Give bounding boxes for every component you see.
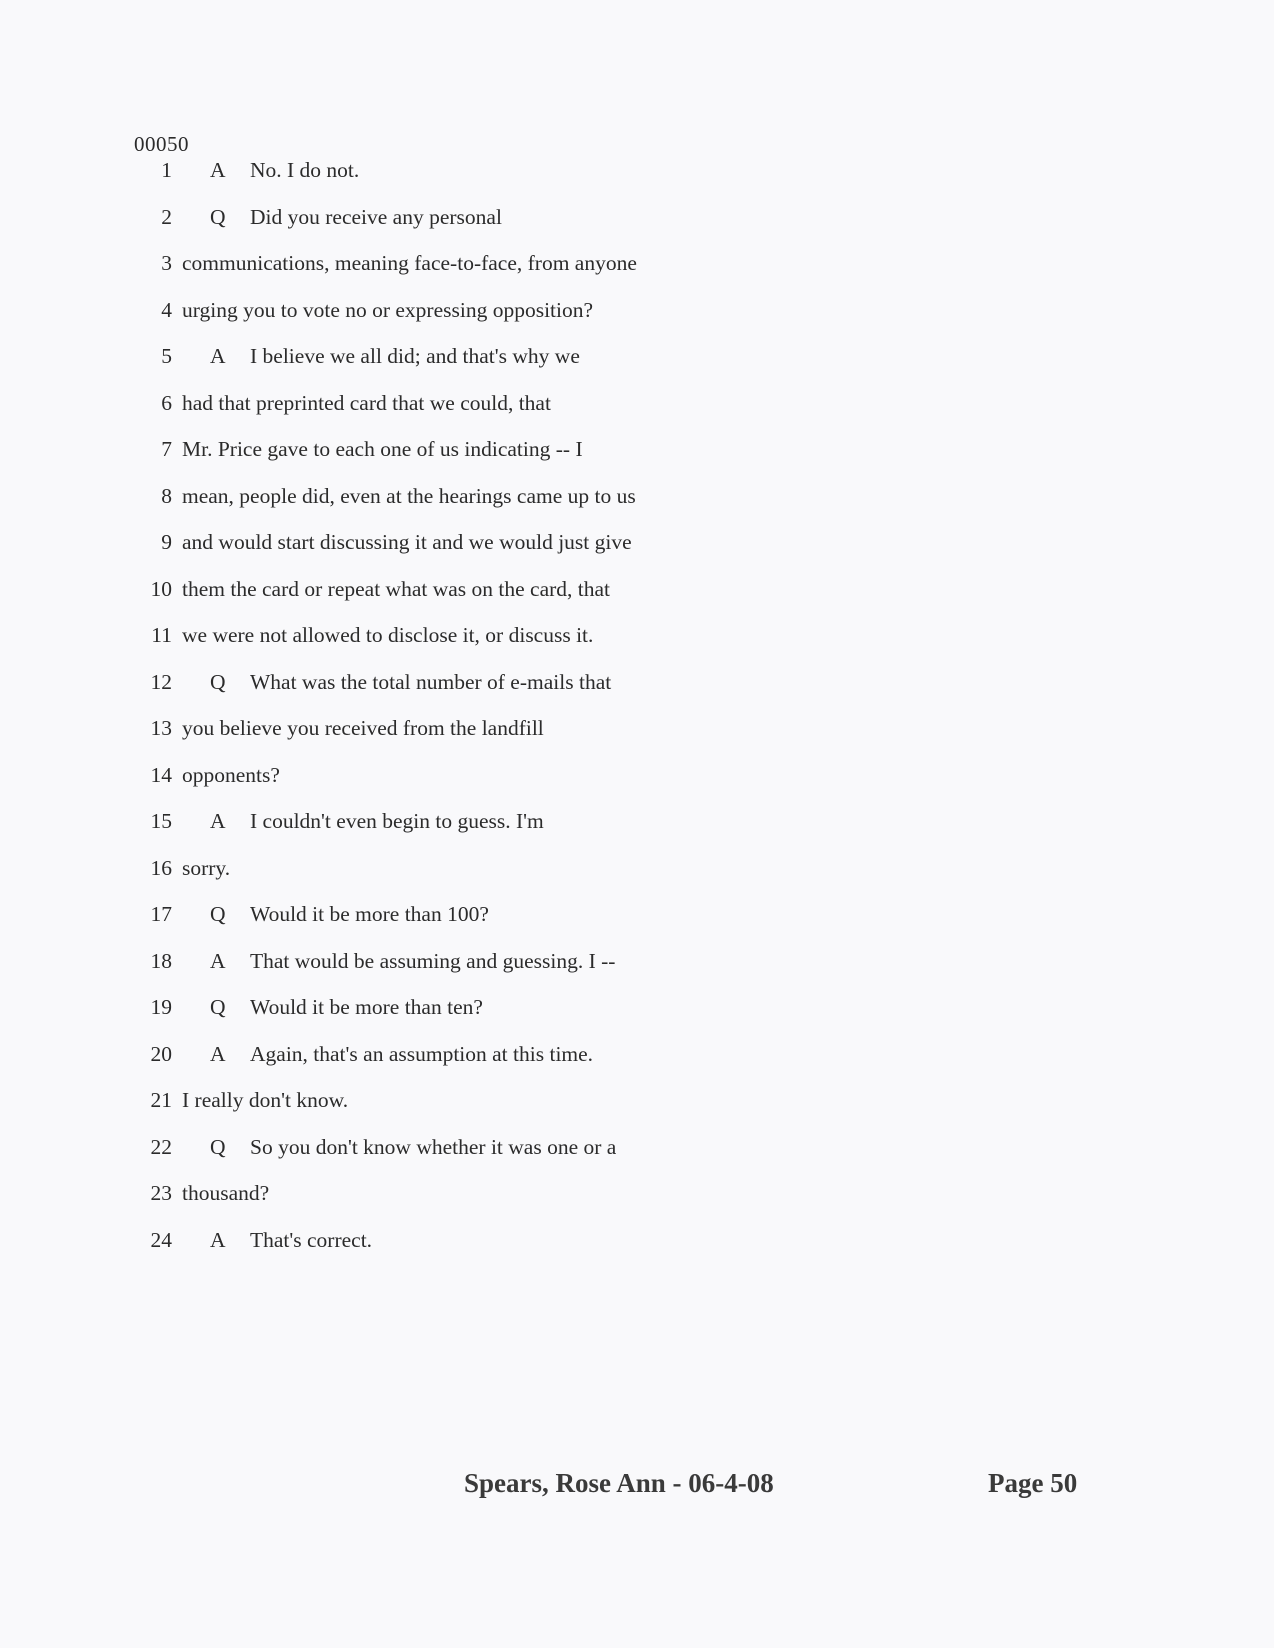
transcript-line <box>0 205 1274 252</box>
transcript-line <box>0 716 1274 763</box>
line-number: 2 <box>161 204 172 229</box>
speaker-label: A <box>210 344 226 368</box>
line-number: 23 <box>150 1181 172 1205</box>
transcript-line <box>0 670 1274 717</box>
line-number: 3 <box>161 251 172 275</box>
line-number: 11 <box>151 623 172 647</box>
transcript-line <box>0 763 1274 810</box>
transcript-line <box>0 623 1274 670</box>
transcript-line <box>0 530 1274 577</box>
transcript-line <box>0 577 1274 624</box>
line-text: Again, that's an assumption at this time. <box>250 1041 594 1066</box>
line-number: 19 <box>150 995 172 1019</box>
transcript-line <box>0 1042 1274 1089</box>
line-number: 13 <box>150 716 172 740</box>
speaker-label: Q <box>210 902 226 926</box>
transcript-line <box>0 949 1274 996</box>
line-text: and would start discussing it and we would just give <box>182 530 632 554</box>
line-number: 9 <box>161 530 172 554</box>
transcript-line <box>0 856 1274 903</box>
line-text: had that preprinted card that we could, that <box>182 390 551 415</box>
transcript-line <box>0 1088 1274 1135</box>
transcript-line <box>0 809 1274 856</box>
speaker-label: A <box>210 158 226 182</box>
line-text: No. I do not. <box>250 158 360 182</box>
line-text: urging you to vote no or expressing opposition? <box>182 297 594 322</box>
speaker-label: Q <box>210 995 226 1019</box>
line-number: 18 <box>150 948 172 973</box>
line-text: What was the total number of e-mails that <box>250 669 612 694</box>
line-text: That would be assuming and guessing. I -- <box>250 948 616 973</box>
line-text: Did you receive any personal <box>250 204 502 229</box>
line-text: That's correct. <box>250 1227 373 1252</box>
line-text: Mr. Price gave to each one of us indicating -- I <box>182 437 583 461</box>
transcript-line <box>0 1181 1274 1228</box>
line-number: 6 <box>161 390 172 415</box>
line-text: Would it be more than ten? <box>250 995 483 1019</box>
line-text: you believe you received from the landfill <box>182 716 544 740</box>
line-text: thousand? <box>182 1181 270 1205</box>
line-text: we were not allowed to disclose it, or discuss it. <box>182 623 594 647</box>
line-number: 4 <box>161 297 172 322</box>
transcript-line <box>0 391 1274 438</box>
line-number: 5 <box>161 344 172 368</box>
transcript-line <box>0 1135 1274 1182</box>
transcript-line <box>0 437 1274 484</box>
transcript-body <box>0 158 1274 1274</box>
line-text: opponents? <box>182 762 280 787</box>
speaker-label: A <box>210 809 226 833</box>
line-number: 16 <box>150 855 172 880</box>
transcript-line <box>0 1228 1274 1275</box>
line-text: I believe we all did; and that's why we <box>250 344 580 368</box>
line-text: them the card or repeat what was on the card, that <box>182 576 611 601</box>
line-number: 1 <box>161 158 172 182</box>
transcript-line <box>0 344 1274 391</box>
line-number: 22 <box>150 1134 172 1159</box>
transcript-line <box>0 484 1274 531</box>
line-text: I really don't know. <box>182 1088 349 1112</box>
line-number: 20 <box>150 1041 172 1066</box>
page-id: 00050 <box>134 132 189 156</box>
speaker-label: A <box>210 1227 226 1252</box>
line-number: 17 <box>150 902 172 926</box>
speaker-label: A <box>210 948 226 973</box>
speaker-label: A <box>210 1041 226 1066</box>
line-text: Would it be more than 100? <box>250 902 489 926</box>
transcript-line <box>0 251 1274 298</box>
transcript-line <box>0 902 1274 949</box>
speaker-label: Q <box>210 1134 226 1159</box>
transcript-line <box>0 995 1274 1042</box>
line-number: 10 <box>150 576 172 601</box>
line-text: mean, people did, even at the hearings came up to us <box>182 483 636 508</box>
transcript-line <box>0 298 1274 345</box>
line-number: 7 <box>161 437 172 461</box>
line-text: sorry. <box>182 855 231 880</box>
footer-page-label: Page 50 <box>988 1468 1078 1498</box>
line-number: 21 <box>150 1088 172 1112</box>
line-number: 15 <box>150 809 172 833</box>
transcript-line <box>0 158 1274 205</box>
line-text: I couldn't even begin to guess. I'm <box>250 809 544 833</box>
line-text: communications, meaning face-to-face, from anyone <box>182 251 637 275</box>
line-number: 8 <box>161 483 172 508</box>
footer-deponent: Spears, Rose Ann - 06-4-08 <box>464 1468 774 1498</box>
line-number: 24 <box>150 1227 172 1252</box>
speaker-label: Q <box>210 669 226 694</box>
line-number: 12 <box>150 669 172 694</box>
speaker-label: Q <box>210 204 226 229</box>
line-text: So you don't know whether it was one or a <box>250 1134 617 1159</box>
line-number: 14 <box>150 762 172 787</box>
